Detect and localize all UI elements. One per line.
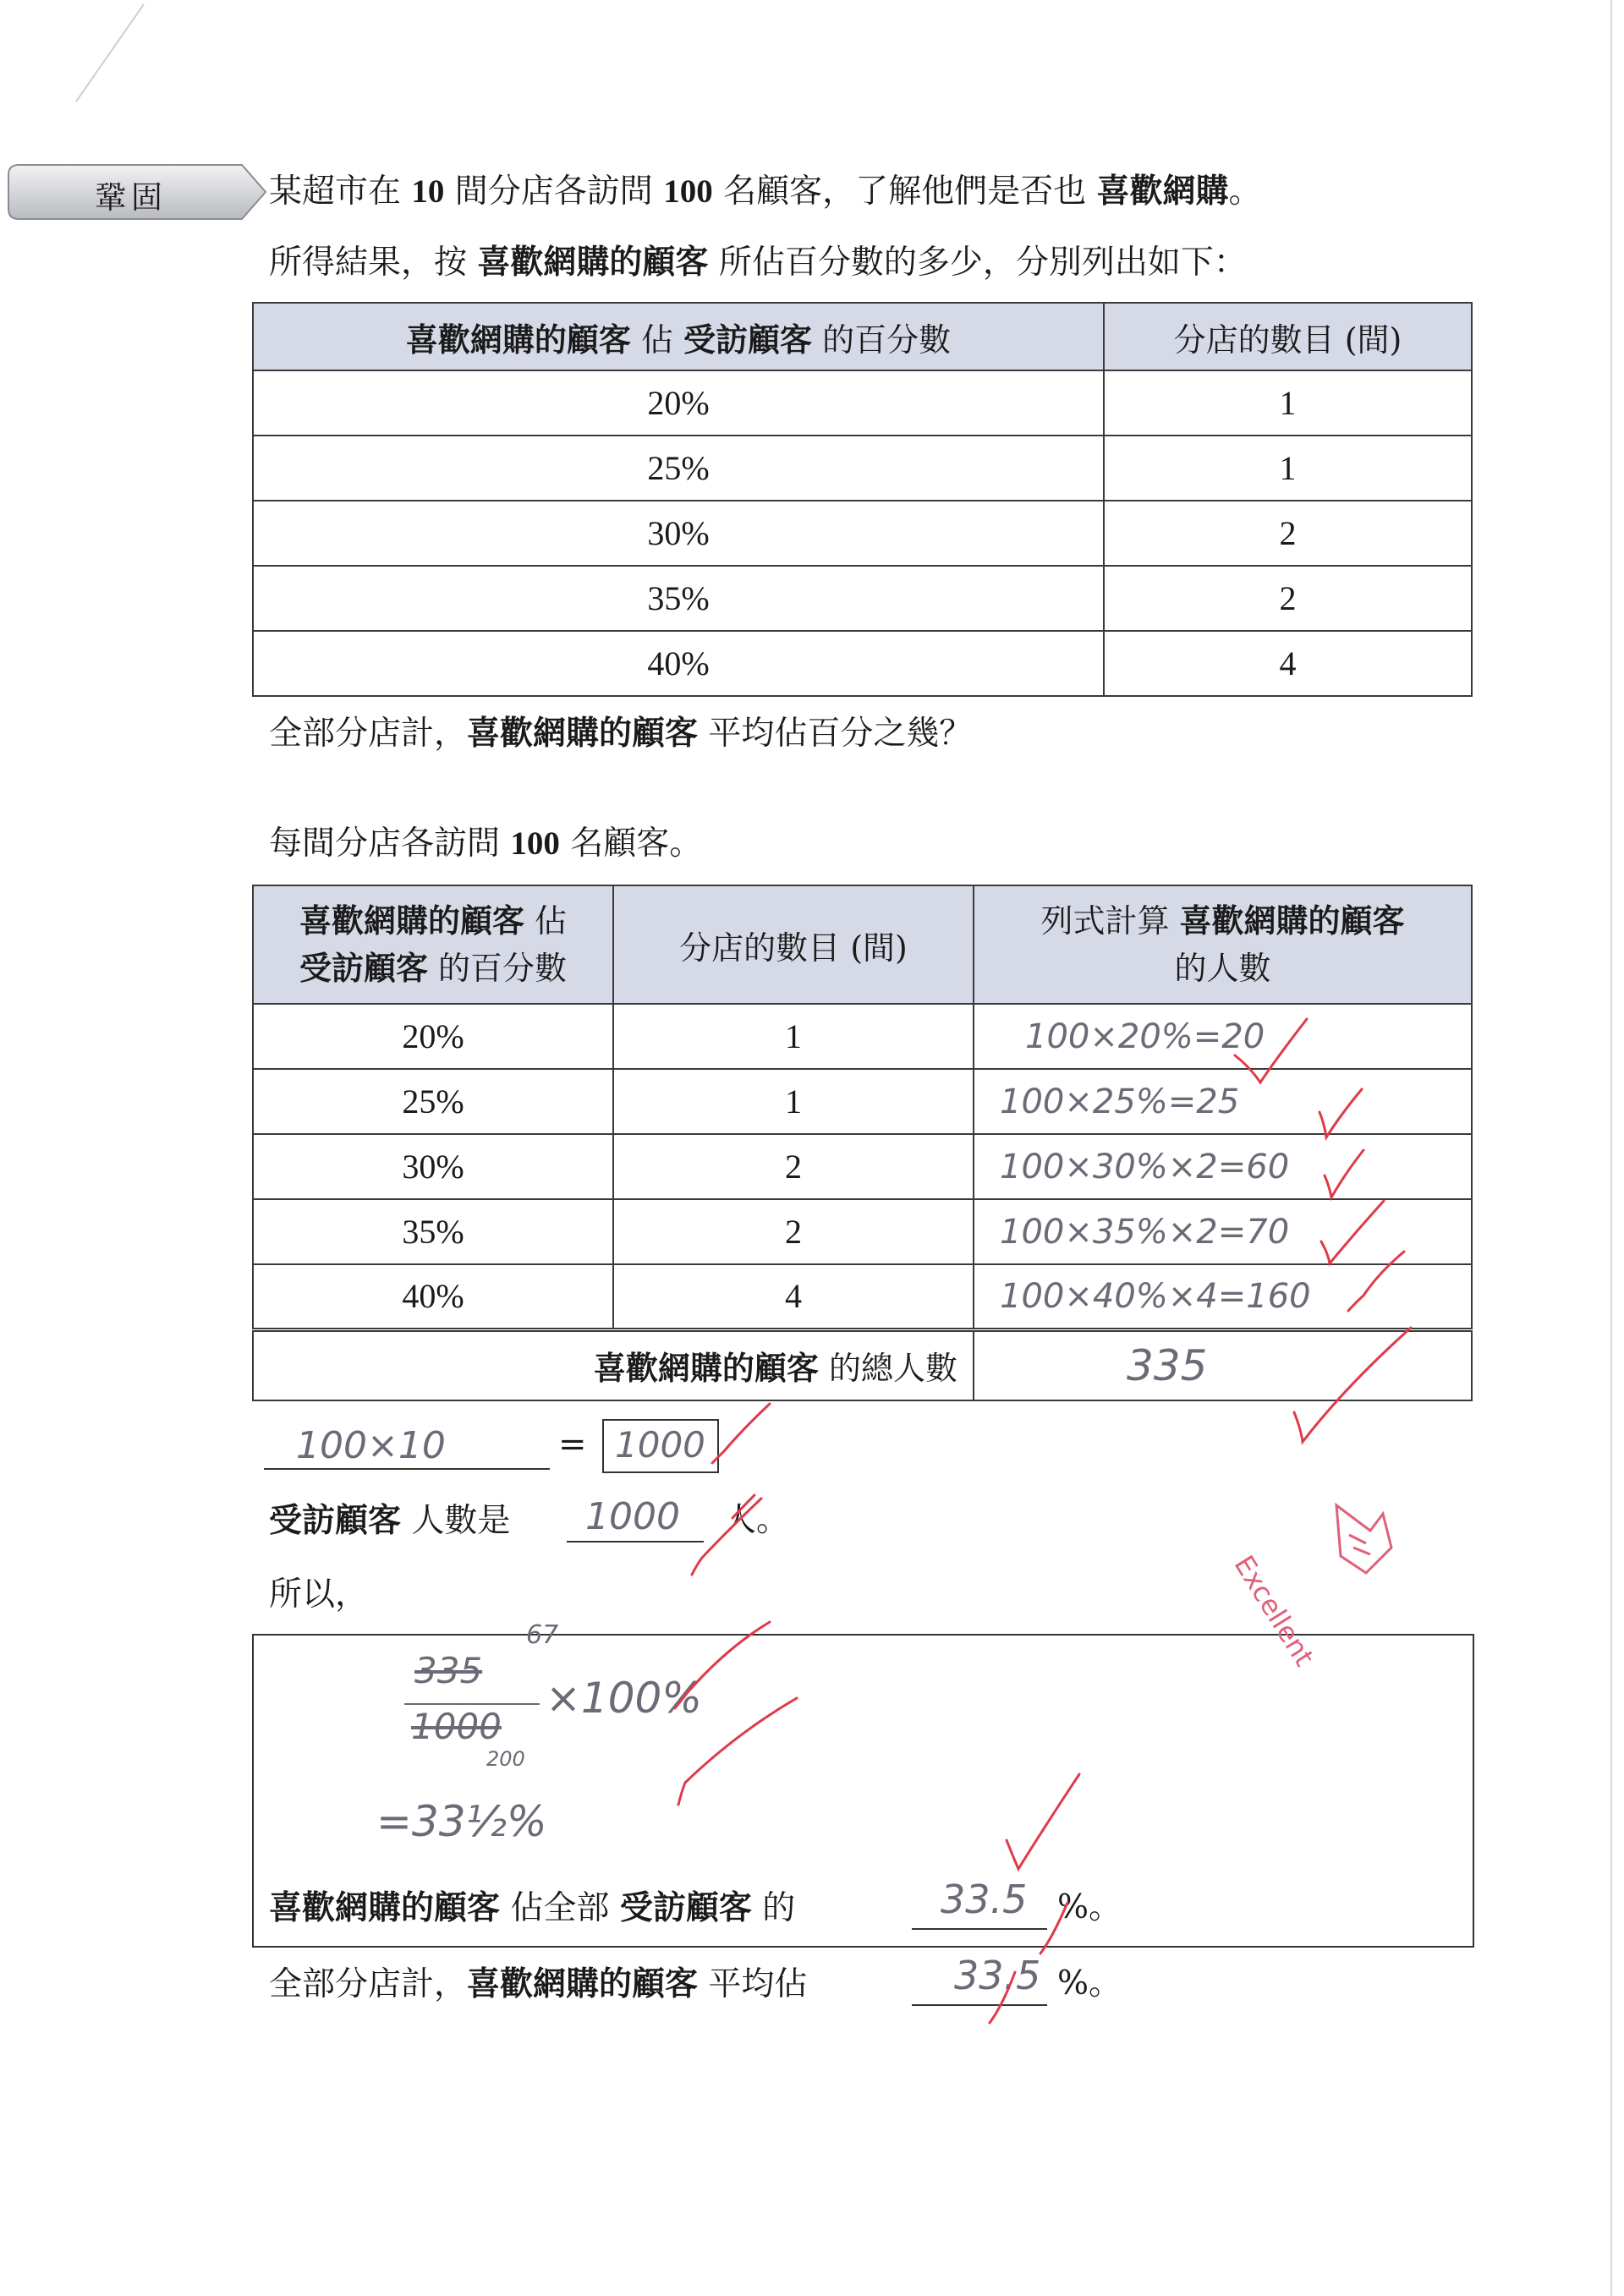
answer-box-value: 1000 bbox=[615, 1424, 705, 1466]
visitors-underline bbox=[567, 1541, 704, 1543]
working-note-200: 200 bbox=[486, 1747, 525, 1771]
working-denominator: 1000 bbox=[411, 1706, 502, 1747]
page-edge bbox=[1610, 0, 1612, 2296]
handwritten-calc: 100×25%=25 bbox=[974, 1069, 1472, 1134]
visitors-unit: 人。 bbox=[723, 1501, 790, 1539]
question-text: 全部分店計，喜歡網購的顧客 平均佔百分之幾？ bbox=[269, 714, 973, 753]
table-row: 35% 2 bbox=[253, 566, 1472, 631]
visitors-sentence: 受訪顧客 人數是 bbox=[269, 1501, 511, 1540]
intro-line-2: 所得結果，按 喜歡網購的顧客 所佔百分數的多少，分別列出如下： bbox=[269, 243, 1247, 282]
intro-line-1: 某超市在 10 間分店各訪問 100 名顧客，了解他們是否也 喜歡網購。 bbox=[269, 172, 1262, 211]
total-label: 喜歡網購的顧客 的總人數 bbox=[253, 1329, 974, 1400]
section-tag bbox=[7, 163, 269, 221]
total-value: 335 bbox=[974, 1329, 1472, 1400]
table-row: 20% 1 100×20%=20 bbox=[253, 1004, 1472, 1069]
working-multiplier: ×100% bbox=[546, 1674, 702, 1723]
calc-table-header-percentage: 喜歡網購的顧客 佔 受訪顧客 的百分數 bbox=[253, 885, 613, 1004]
table-row: 40% 4 bbox=[253, 631, 1472, 696]
final-unit: %。 bbox=[1057, 1964, 1122, 2003]
handwritten-calc: 100×40%×4=160 bbox=[974, 1264, 1472, 1329]
final-sentence: 全部分店計，喜歡網購的顧客 平均佔 bbox=[269, 1964, 808, 2003]
total-row bbox=[253, 1329, 1472, 1400]
equals-sign: = bbox=[558, 1425, 587, 1464]
expression-underline bbox=[264, 1468, 550, 1470]
table-row: 30% 2 bbox=[253, 501, 1472, 566]
table-row: 25% 1 100×25%=25 bbox=[253, 1069, 1472, 1134]
working-numerator: 335 bbox=[414, 1650, 483, 1691]
survey-table-header-stores: 分店的數目 (間) bbox=[1104, 303, 1472, 370]
final-underline bbox=[912, 2004, 1047, 2006]
calculation-table bbox=[252, 885, 1473, 1401]
answer-sentence: 喜歡網購的顧客 佔全部 受訪顧客 的 bbox=[269, 1888, 796, 1927]
table-row: 40% 4 100×40%×4=160 bbox=[253, 1264, 1472, 1329]
table-row: 35% 2 100×35%×2=70 bbox=[253, 1199, 1472, 1264]
excellent-stamp: Excellent bbox=[1227, 1549, 1321, 1672]
calc-table-header-stores: 分店的數目 (間) bbox=[613, 885, 974, 1004]
visitors-value: 1000 bbox=[585, 1495, 680, 1538]
stamp-hand-icon bbox=[1320, 1497, 1396, 1581]
handwritten-calc: 100×35%×2=70 bbox=[974, 1199, 1472, 1264]
working-note-67: 67 bbox=[526, 1620, 559, 1650]
final-value: 33.5 bbox=[954, 1953, 1041, 1998]
table-row: 20% 1 bbox=[253, 370, 1472, 436]
tick-icon bbox=[712, 1404, 770, 1463]
answer-underline bbox=[912, 1928, 1047, 1930]
fraction-bar bbox=[404, 1703, 540, 1705]
visitors-expression: 100×10 bbox=[296, 1424, 446, 1467]
survey-table-header-percentage: 喜歡網購的顧客 佔 受訪顧客 的百分數 bbox=[253, 303, 1104, 370]
therefore-text: 所以， bbox=[269, 1575, 369, 1614]
each-store-text: 每間分店各訪問 100 名顧客。 bbox=[269, 825, 703, 863]
handwritten-calc: 100×30%×2=60 bbox=[974, 1134, 1472, 1199]
survey-table bbox=[252, 302, 1473, 697]
working-result: =33½% bbox=[376, 1797, 547, 1846]
handwritten-calc: 100×20%=20 bbox=[974, 1004, 1472, 1069]
page-fold-mark bbox=[59, 0, 152, 110]
answer-value: 33.5 bbox=[941, 1877, 1028, 1922]
table-row: 25% 1 bbox=[253, 436, 1472, 501]
section-tag-label: 鞏固 bbox=[95, 179, 167, 216]
calc-table-header-working: 列式計算 喜歡網購的顧客 的人數 bbox=[974, 885, 1472, 1004]
answer-unit: %。 bbox=[1057, 1888, 1122, 1926]
table-row: 30% 2 100×30%×2=60 bbox=[253, 1134, 1472, 1199]
